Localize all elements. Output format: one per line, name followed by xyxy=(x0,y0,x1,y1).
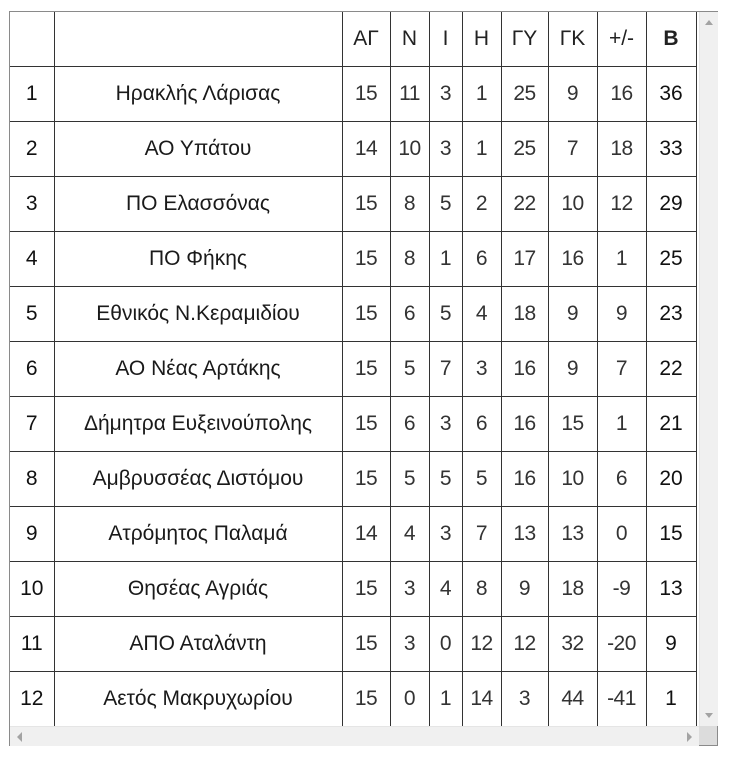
cell-played: 15 xyxy=(342,397,390,452)
cell-losses: 2 xyxy=(462,177,501,232)
cell-losses: 6 xyxy=(462,232,501,287)
cell-position: 9 xyxy=(10,507,54,562)
scroll-down-arrow-icon[interactable] xyxy=(705,713,713,718)
table-viewport xyxy=(10,12,699,726)
cell-losses: 4 xyxy=(462,287,501,342)
cell-goal-difference: -41 xyxy=(597,672,646,727)
cell-goals-against: 44 xyxy=(548,672,597,727)
scroll-right-arrow-icon[interactable] xyxy=(687,732,692,742)
cell-team: ΑΟ Υπάτου xyxy=(54,122,342,177)
cell-played: 15 xyxy=(342,672,390,727)
cell-team: Αμβρυσσέας Διστόμου xyxy=(54,452,342,507)
cell-draws: 4 xyxy=(429,562,462,617)
cell-played: 15 xyxy=(342,342,390,397)
cell-position: 7 xyxy=(10,397,54,452)
table-row xyxy=(10,617,696,672)
cell-goal-difference: 18 xyxy=(597,122,646,177)
cell-goals-for: 16 xyxy=(501,342,548,397)
cell-draws: 1 xyxy=(429,672,462,727)
cell-points: 20 xyxy=(646,452,696,507)
cell-position: 10 xyxy=(10,562,54,617)
cell-points: 23 xyxy=(646,287,696,342)
cell-position: 4 xyxy=(10,232,54,287)
table-row xyxy=(10,397,696,452)
scrollbar-corner xyxy=(699,726,717,745)
cell-goals-for: 16 xyxy=(501,452,548,507)
cell-points: 9 xyxy=(646,617,696,672)
cell-draws: 3 xyxy=(429,67,462,122)
table-row xyxy=(10,122,696,177)
cell-wins: 10 xyxy=(390,122,429,177)
table-row xyxy=(10,287,696,342)
cell-goals-against: 16 xyxy=(548,232,597,287)
cell-goal-difference: 9 xyxy=(597,287,646,342)
cell-losses: 3 xyxy=(462,342,501,397)
cell-wins: 5 xyxy=(390,452,429,507)
header-wins: Ν xyxy=(390,12,429,67)
cell-goal-difference: 12 xyxy=(597,177,646,232)
cell-losses: 7 xyxy=(462,507,501,562)
cell-goal-difference: 6 xyxy=(597,452,646,507)
cell-wins: 3 xyxy=(390,562,429,617)
header-goals-against: ΓΚ xyxy=(548,12,597,67)
cell-points: 21 xyxy=(646,397,696,452)
header-points: Β xyxy=(646,12,696,67)
cell-points: 36 xyxy=(646,67,696,122)
header-draws: Ι xyxy=(429,12,462,67)
cell-points: 13 xyxy=(646,562,696,617)
table-row xyxy=(10,507,696,562)
table-row xyxy=(10,67,696,122)
cell-goal-difference: 7 xyxy=(597,342,646,397)
cell-goals-against: 32 xyxy=(548,617,597,672)
cell-losses: 1 xyxy=(462,122,501,177)
cell-position: 5 xyxy=(10,287,54,342)
cell-wins: 8 xyxy=(390,177,429,232)
cell-team: Θησέας Αγριάς xyxy=(54,562,342,617)
cell-goals-for: 18 xyxy=(501,287,548,342)
cell-goals-for: 25 xyxy=(501,67,548,122)
cell-goals-for: 12 xyxy=(501,617,548,672)
cell-draws: 7 xyxy=(429,342,462,397)
cell-team: ΑΠΟ Αταλάντη xyxy=(54,617,342,672)
table-row xyxy=(10,452,696,507)
cell-losses: 14 xyxy=(462,672,501,727)
league-standings-table xyxy=(10,12,697,726)
horizontal-scrollbar[interactable] xyxy=(10,726,699,746)
cell-team: ΠΟ Φήκης xyxy=(54,232,342,287)
cell-draws: 1 xyxy=(429,232,462,287)
cell-losses: 5 xyxy=(462,452,501,507)
cell-draws: 5 xyxy=(429,177,462,232)
standings-table-container xyxy=(9,11,718,746)
cell-goal-difference: 1 xyxy=(597,232,646,287)
header-position xyxy=(10,12,54,67)
cell-team: Ατρόμητος Παλαμά xyxy=(54,507,342,562)
cell-position: 12 xyxy=(10,672,54,727)
scroll-up-arrow-icon[interactable] xyxy=(705,20,713,25)
cell-goals-against: 10 xyxy=(548,177,597,232)
cell-wins: 3 xyxy=(390,617,429,672)
header-team xyxy=(54,12,342,67)
cell-points: 29 xyxy=(646,177,696,232)
cell-played: 14 xyxy=(342,122,390,177)
vertical-scrollbar[interactable] xyxy=(699,12,718,726)
header-row xyxy=(10,12,696,67)
cell-goals-against: 9 xyxy=(548,342,597,397)
cell-position: 8 xyxy=(10,452,54,507)
cell-wins: 5 xyxy=(390,342,429,397)
cell-wins: 4 xyxy=(390,507,429,562)
cell-points: 25 xyxy=(646,232,696,287)
cell-played: 14 xyxy=(342,507,390,562)
cell-goals-for: 22 xyxy=(501,177,548,232)
cell-played: 15 xyxy=(342,67,390,122)
table-row xyxy=(10,177,696,232)
cell-goals-against: 9 xyxy=(548,67,597,122)
cell-wins: 11 xyxy=(390,67,429,122)
cell-goals-for: 25 xyxy=(501,122,548,177)
header-losses: Η xyxy=(462,12,501,67)
cell-goals-against: 15 xyxy=(548,397,597,452)
cell-played: 15 xyxy=(342,177,390,232)
cell-points: 22 xyxy=(646,342,696,397)
table-row xyxy=(10,672,696,727)
cell-team: Εθνικός Ν.Κεραμιδίου xyxy=(54,287,342,342)
cell-goals-for: 16 xyxy=(501,397,548,452)
cell-position: 11 xyxy=(10,617,54,672)
cell-draws: 3 xyxy=(429,397,462,452)
cell-draws: 5 xyxy=(429,287,462,342)
cell-played: 15 xyxy=(342,287,390,342)
cell-played: 15 xyxy=(342,562,390,617)
cell-points: 15 xyxy=(646,507,696,562)
cell-team: ΠΟ Ελασσόνας xyxy=(54,177,342,232)
cell-position: 3 xyxy=(10,177,54,232)
cell-goals-for: 17 xyxy=(501,232,548,287)
cell-points: 33 xyxy=(646,122,696,177)
cell-team: ΑΟ Νέας Αρτάκης xyxy=(54,342,342,397)
cell-goals-against: 18 xyxy=(548,562,597,617)
cell-draws: 3 xyxy=(429,122,462,177)
cell-goal-difference: 1 xyxy=(597,397,646,452)
cell-team: Ηρακλής Λάρισας xyxy=(54,67,342,122)
cell-team: Δήμητρα Ευξεινούπολης xyxy=(54,397,342,452)
cell-position: 2 xyxy=(10,122,54,177)
cell-goals-against: 13 xyxy=(548,507,597,562)
cell-goal-difference: -9 xyxy=(597,562,646,617)
cell-goal-difference: 0 xyxy=(597,507,646,562)
cell-losses: 6 xyxy=(462,397,501,452)
header-played: ΑΓ xyxy=(342,12,390,67)
cell-losses: 12 xyxy=(462,617,501,672)
cell-goals-for: 9 xyxy=(501,562,548,617)
cell-wins: 6 xyxy=(390,397,429,452)
table-row xyxy=(10,342,696,397)
cell-wins: 8 xyxy=(390,232,429,287)
cell-goal-difference: 16 xyxy=(597,67,646,122)
cell-wins: 6 xyxy=(390,287,429,342)
cell-goals-for: 13 xyxy=(501,507,548,562)
cell-losses: 1 xyxy=(462,67,501,122)
cell-goal-difference: -20 xyxy=(597,617,646,672)
header-goal-difference: +/- xyxy=(597,12,646,67)
cell-played: 15 xyxy=(342,452,390,507)
cell-goals-against: 9 xyxy=(548,287,597,342)
cell-position: 6 xyxy=(10,342,54,397)
cell-draws: 3 xyxy=(429,507,462,562)
cell-points: 1 xyxy=(646,672,696,727)
cell-draws: 0 xyxy=(429,617,462,672)
cell-losses: 8 xyxy=(462,562,501,617)
table-row xyxy=(10,232,696,287)
scroll-left-arrow-icon[interactable] xyxy=(17,732,22,742)
cell-draws: 5 xyxy=(429,452,462,507)
cell-played: 15 xyxy=(342,617,390,672)
cell-goals-against: 7 xyxy=(548,122,597,177)
cell-goals-against: 10 xyxy=(548,452,597,507)
cell-team: Αετός Μακρυχωρίου xyxy=(54,672,342,727)
cell-goals-for: 3 xyxy=(501,672,548,727)
cell-played: 15 xyxy=(342,232,390,287)
table-row xyxy=(10,562,696,617)
cell-wins: 0 xyxy=(390,672,429,727)
cell-position: 1 xyxy=(10,67,54,122)
header-goals-for: ΓΥ xyxy=(501,12,548,67)
